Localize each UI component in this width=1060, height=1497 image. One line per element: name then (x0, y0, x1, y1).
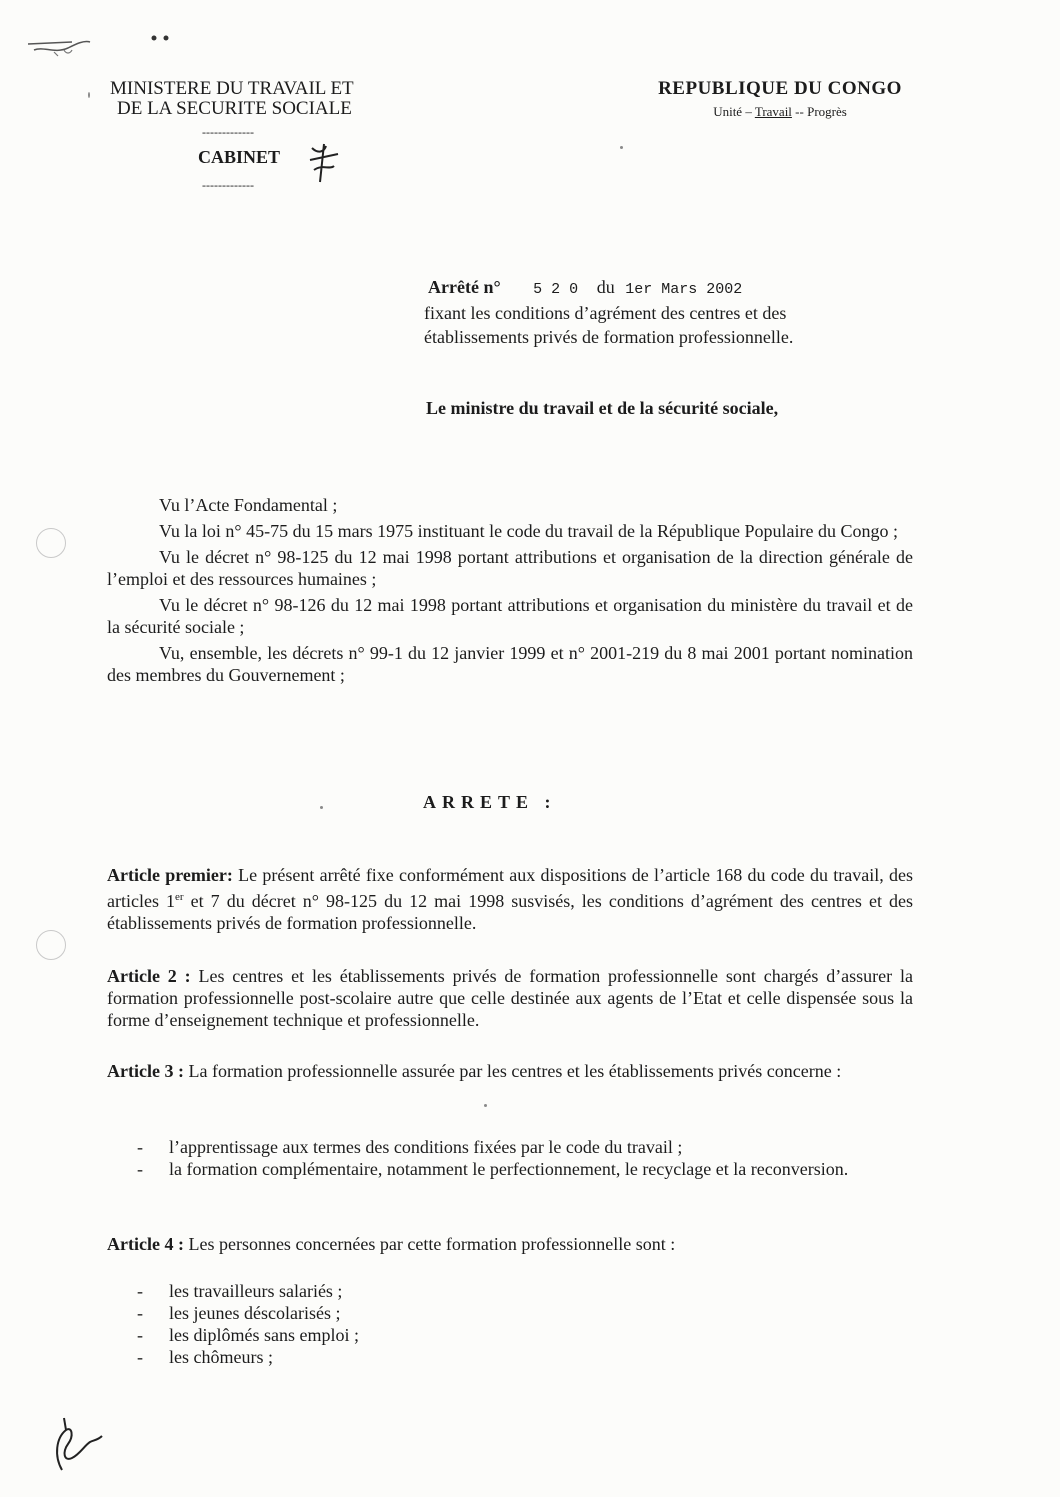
bullet-dash: - (137, 1303, 143, 1323)
list-item-text: les diplômés sans emploi ; (169, 1325, 359, 1345)
article-premier-text-1: Le présent arrêté fixe conformément aux dispositions de l’article 168 du code du travail, des articles 1 (107, 865, 913, 911)
article-4-list (107, 1280, 913, 1368)
list-item (107, 1324, 913, 1346)
decree-prefix: Arrêté n° (428, 277, 501, 297)
list-item (107, 1346, 913, 1368)
motto-unite: Unité (713, 104, 743, 119)
list-item (107, 1158, 913, 1180)
decree-title-line (428, 276, 742, 301)
initials-signature-icon (44, 1410, 114, 1480)
scan-speck (88, 92, 90, 98)
bullet-dash: - (137, 1325, 143, 1345)
bullet-dash: - (137, 1347, 143, 1367)
article-premier-label: Article premier: (107, 865, 233, 885)
article-2-label: Article 2 : (107, 966, 191, 986)
list-item-text: les jeunes déscolarisés ; (169, 1303, 341, 1323)
ministry-line-1: MINISTERE DU TRAVAIL ET (110, 78, 354, 99)
list-item-text: l’apprentissage aux termes des conditions fixées par le code du travail ; (169, 1137, 683, 1157)
visa-item: Vu la loi n° 45-75 du 15 mars 1975 instituant le code du travail de la République Populaire du Congo ; (159, 521, 898, 541)
scan-speck (320, 806, 323, 809)
article-2 (107, 965, 913, 1031)
visa-item: Vu l’Acte Fondamental ; (159, 495, 338, 515)
motto-separator: – (745, 104, 752, 119)
bullet-dash: - (137, 1281, 143, 1301)
article-2-text: Les centres et les établissements privés de formation professionnelle sont chargés d’assurer la formation professionnelle post-scolaire autre que celle destinée aux agents de l’Etat et celle dispensée sous la forme d’enseignement technique et professionnelle. (107, 966, 913, 1030)
list-item-text: les chômeurs ; (169, 1347, 273, 1367)
decree-subject-line-2: établissements privés de formation professionnelle. (424, 327, 794, 347)
article-3 (107, 1060, 913, 1082)
list-item (107, 1302, 913, 1324)
decree-date: 1er Mars 2002 (625, 281, 743, 298)
article-premier (107, 864, 913, 934)
dots-mark-icon (148, 30, 178, 44)
list-item-text: les travailleurs salariés ; (169, 1281, 343, 1301)
ministry-line-2: DE LA SECURITE SOCIALE (117, 98, 352, 119)
scan-speck (620, 146, 623, 149)
article-3-label: Article 3 : (107, 1061, 184, 1081)
article-premier-sup: er (175, 891, 184, 903)
motto-separator-2: -- (795, 104, 804, 119)
visa-item: Vu le décret n° 98-125 du 12 mai 1998 portant attributions et organisation de la direction générale de l’emploi et des ressources humaines ; (107, 547, 913, 589)
scan-speck (484, 1104, 487, 1107)
list-item (107, 1280, 913, 1302)
article-4-text: Les personnes concernées par cette formation professionnelle sont : (188, 1234, 676, 1254)
decree-number: 5 2 0 (533, 281, 579, 298)
punch-hole (36, 528, 66, 558)
article-premier-text-2: et 7 du décret n° 98-125 du 12 mai 1998 susvisés, les conditions d’agrément des centres et des établissements privés de formation professionnelle. (107, 891, 913, 933)
article-3-text: La formation professionnelle assurée par les centres et les établissements privés concerne : (188, 1061, 842, 1081)
article-4 (107, 1233, 913, 1255)
decree-du: du (596, 277, 615, 297)
decree-subject (424, 301, 793, 349)
list-item-text: la formation complémentaire, notamment le perfectionnement, le recyclage et la reconversion. (169, 1159, 849, 1179)
article-4-label: Article 4 : (107, 1234, 184, 1254)
separator-bottom: ------------- (202, 178, 254, 192)
visas-block (107, 494, 913, 686)
arrete-heading: ARRETE : (423, 792, 557, 812)
stamp-scribble-icon (24, 30, 104, 62)
decree-subject-line-1: fixant les conditions d’agrément des centres et des (424, 303, 787, 323)
visa-item: Vu le décret n° 98-126 du 12 mai 1998 portant attributions et organisation du ministère du travail et de la sécurité sociale ; (107, 595, 913, 637)
motto-progres: Progrès (807, 104, 847, 119)
visa-item: Vu, ensemble, les décrets n° 99-1 du 12 janvier 1999 et n° 2001-219 du 8 mai 2001 portant nomination des membres du Gouvernement ; (107, 643, 913, 685)
separator-top: ------------- (202, 125, 254, 139)
motto-travail: Travail (754, 104, 792, 119)
punch-hole (36, 930, 66, 960)
minister-heading: Le ministre du travail et de la sécurité sociale, (426, 398, 779, 418)
bullet-dash: - (137, 1159, 143, 1179)
bullet-dash: - (137, 1137, 143, 1157)
republic-title: REPUBLIQUE DU CONGO (658, 78, 902, 99)
list-item (107, 1136, 913, 1158)
article-3-list (107, 1136, 913, 1180)
cabinet-signature-icon (304, 140, 348, 186)
cabinet-label: CABINET (198, 147, 281, 167)
national-motto (640, 104, 920, 120)
